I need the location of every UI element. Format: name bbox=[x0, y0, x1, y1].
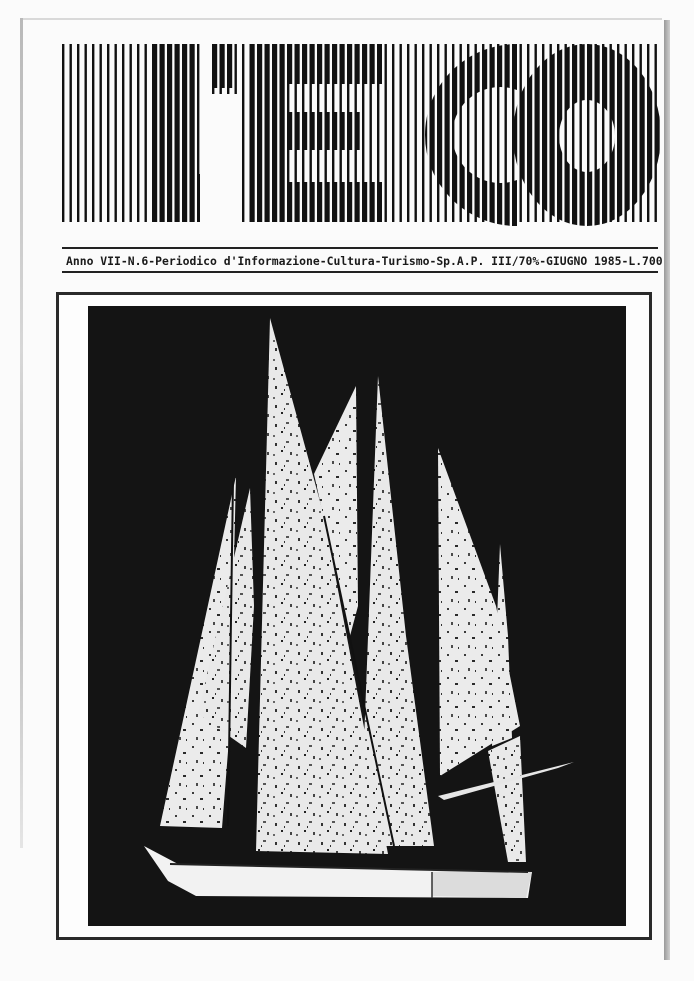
sailing-ship-illustration bbox=[88, 306, 626, 926]
header-rule-top bbox=[62, 247, 658, 249]
masthead-logo bbox=[62, 44, 660, 226]
issue-volume: Anno VII-N.6 bbox=[66, 254, 149, 268]
scan-edge-left bbox=[20, 18, 23, 848]
issue-info-line bbox=[66, 252, 663, 270]
scan-edge-top bbox=[22, 18, 662, 20]
scan-edge-right bbox=[664, 20, 670, 960]
issue-date: GIUGNO 1985 bbox=[546, 254, 622, 268]
issue-description: -Periodico d'Informazione-Cultura-Turismo-Sp.A.P. III/70%- bbox=[148, 254, 547, 268]
issue-price: -L.700 bbox=[621, 254, 663, 268]
hull-stern bbox=[432, 872, 532, 898]
header-rule-bottom bbox=[62, 271, 658, 273]
